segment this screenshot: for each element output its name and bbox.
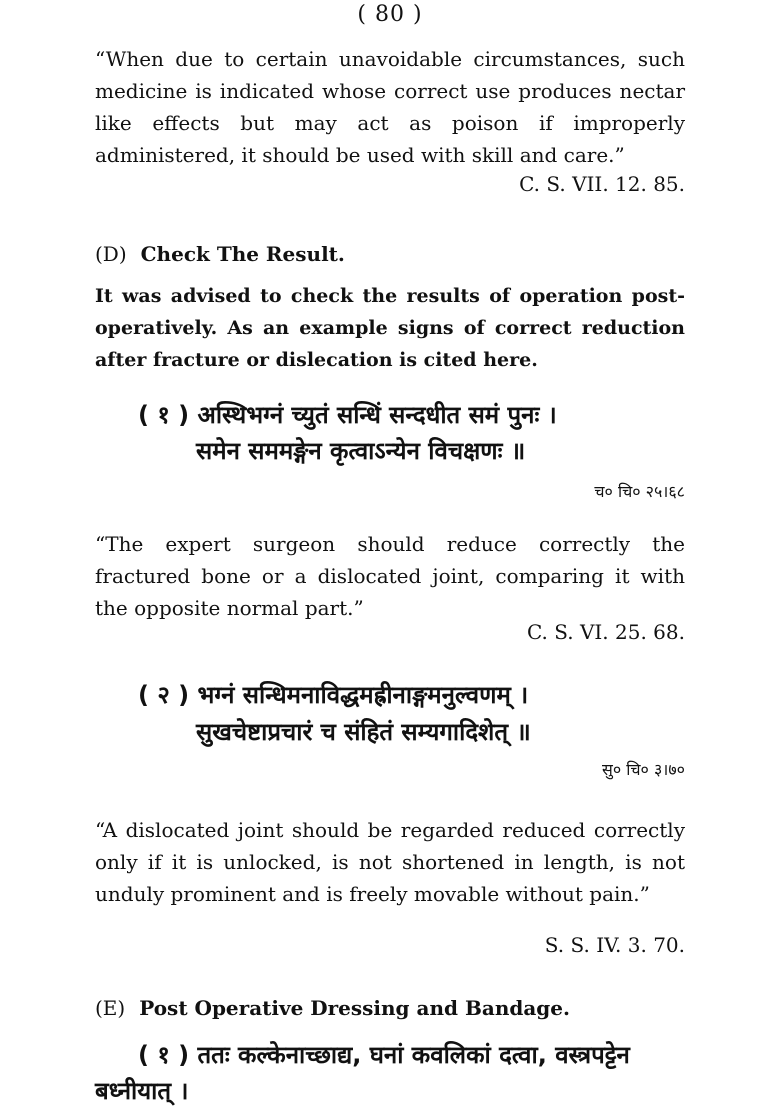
section-heading-e xyxy=(95,996,570,1020)
page-number: ( 80 ) xyxy=(357,2,423,27)
sanskrit-verse-line: ( १ ) अस्थिभग्नं च्युतं सन्धिं सन्दधीत समं पुनः । xyxy=(138,401,557,429)
sanskrit-verse-line: सुखचेष्टाप्रचारं च संहितं सम्यगादिशेत् ॥ xyxy=(196,718,531,746)
quote-fracture: “The expert surgeon should reduce correctly the fractured bone or a dislocated joint, comparing it with the opposite normal part.” xyxy=(95,532,685,620)
section-title: Check The Result. xyxy=(140,242,345,266)
section-letter: (E) xyxy=(95,996,126,1020)
sanskrit-verse-line: ( १ ) ततः कल्केनाच्छाद्य, घनां कवलिकां दत्वा, वस्त्रपट्टेन xyxy=(138,1041,630,1069)
quote-citation: C. S. VII. 12. 85. xyxy=(519,172,685,196)
sanskrit-citation: च० चि० २५।६८ xyxy=(594,482,685,501)
sanskrit-verse-line: ( २ ) भग्नं सन्धिमनाविद्धमह्रीनाङ्गमनुल्वणम् । xyxy=(138,681,529,709)
section-intro: It was advised to check the results of operation post-operatively. As an example signs of correct reduction after fracture or dislecation is cited here. xyxy=(95,285,685,371)
quote-sterilization: “When due to certain unavoidable circumstances, such medicine is indicated whose correct use produces nectar like effects but may act as poison if improperly administered, it should be used with skill and care.” xyxy=(95,47,685,167)
section-heading-d xyxy=(95,242,345,266)
quote-citation: S. S. IV. 3. 70. xyxy=(544,933,685,957)
sanskrit-verse-line: बध्नीयात् । xyxy=(95,1077,189,1105)
sanskrit-verse-line: समेन सममङ्गेन कृत्वाऽन्येन विचक्षणः ॥ xyxy=(196,437,526,465)
section-title: Post Operative Dressing and Bandage. xyxy=(139,996,570,1020)
sanskrit-citation: सु० चि० ३।७० xyxy=(602,760,685,779)
quote-dislocation: “A dislocated joint should be regarded reduced correctly only if it is unlocked, is not shortened in length, is not unduly prominent and is freely movable without pain.” xyxy=(95,818,685,906)
section-letter: (D) xyxy=(95,242,127,266)
quote-citation: C. S. VI. 25. 68. xyxy=(526,620,685,644)
